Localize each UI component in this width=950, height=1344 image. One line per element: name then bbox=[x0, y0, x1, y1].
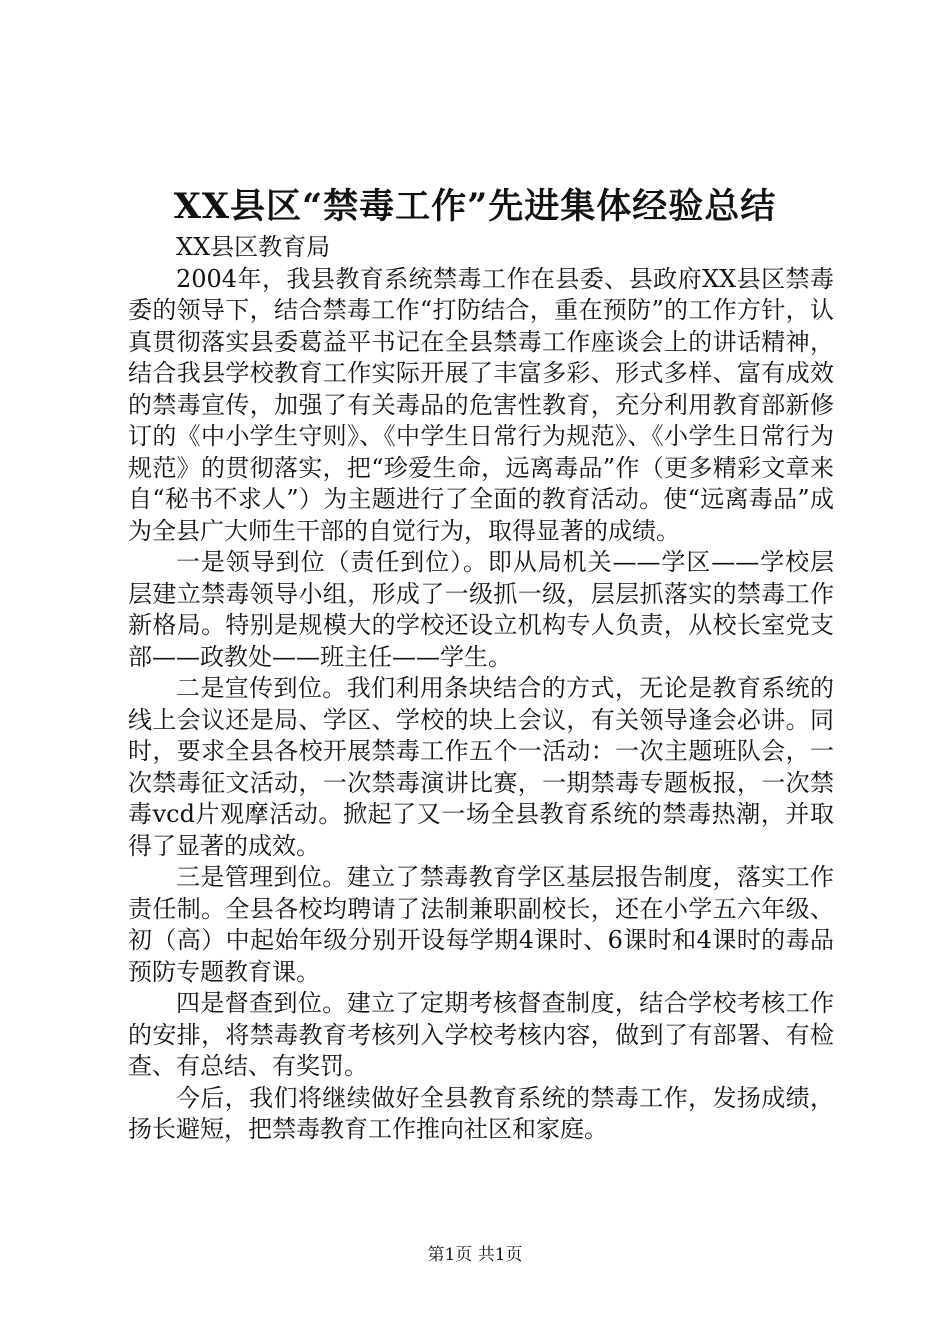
paragraph-management: 三是管理到位。建立了禁毒教育学区基层报告制度，落实工作责任制。全县各校均聘请了法制兼职副校长，还在小学五六年级、初（高）中起始年级分别开设每学期4课时、6课时和4课时的毒品预防专题教育课。 bbox=[128, 863, 834, 986]
paragraph-intro: 2004年，我县教育系统禁毒工作在县委、县政府XX县区禁毒委的领导下，结合禁毒工作“打防结合，重在预防”的工作方针，认真贯彻落实县委葛益平书记在全县禁毒工作座谈会上的讲话精神，结合我县学校教育工作实际开展了丰富多彩、形式多样、富有成效的禁毒宣传，加强了有关毒品的危害性教育，充分利用教育部新修订的《中小学生守则》、《中学生日常行为规范》、《小学生日常行为规范》的贯彻落实，把“珍爱生命，远离毒品”作（更多精彩文章来自“秘书不求人”）为主题进行了全面的教育活动。使“远离毒品”成为全县广大师生干部的自觉行为，取得显著的成绩。 bbox=[128, 264, 834, 545]
document-body bbox=[128, 232, 834, 1146]
paragraph-future: 今后，我们将继续做好全县教育系统的禁毒工作，发扬成绩，扬长避短，把禁毒教育工作推向社区和家庭。 bbox=[128, 1083, 834, 1143]
paragraph-publicity: 二是宣传到位。我们利用条块结合的方式，无论是教育系统的线上会议还是局、学区、学校的块上会议，有关领导逢会必讲。同时，要求全县各校开展禁毒工作五个一活动：一次主题班队会，一次禁毒征文活动，一次禁毒演讲比赛，一期禁毒专题板报，一次禁毒vcd片观摩活动。掀起了又一场全县教育系统的禁毒热潮，并取得了显著的成效。 bbox=[128, 674, 834, 860]
author-line: XX县区教育局 bbox=[176, 233, 331, 261]
paragraph-supervision: 四是督查到位。建立了定期考核督查制度，结合学校考核工作的安排，将禁毒教育考核列入学校考核内容，做到了有部署、有检查、有总结、有奖罚。 bbox=[128, 989, 834, 1080]
document-title: XX县区“禁毒工作”先进集体经验总结 bbox=[173, 186, 777, 227]
page-number-footer: 第1页 共1页 bbox=[427, 1245, 523, 1265]
paragraph-leadership: 一是领导到位（责任到位）。即从局机关——学区——学校层层建立禁毒领导小组，形成了一级抓一级，层层抓落实的禁毒工作新格局。特别是规模大的学校还设立机构专人负责，从校长室党支部——政教处——班主任——学生。 bbox=[128, 548, 834, 671]
